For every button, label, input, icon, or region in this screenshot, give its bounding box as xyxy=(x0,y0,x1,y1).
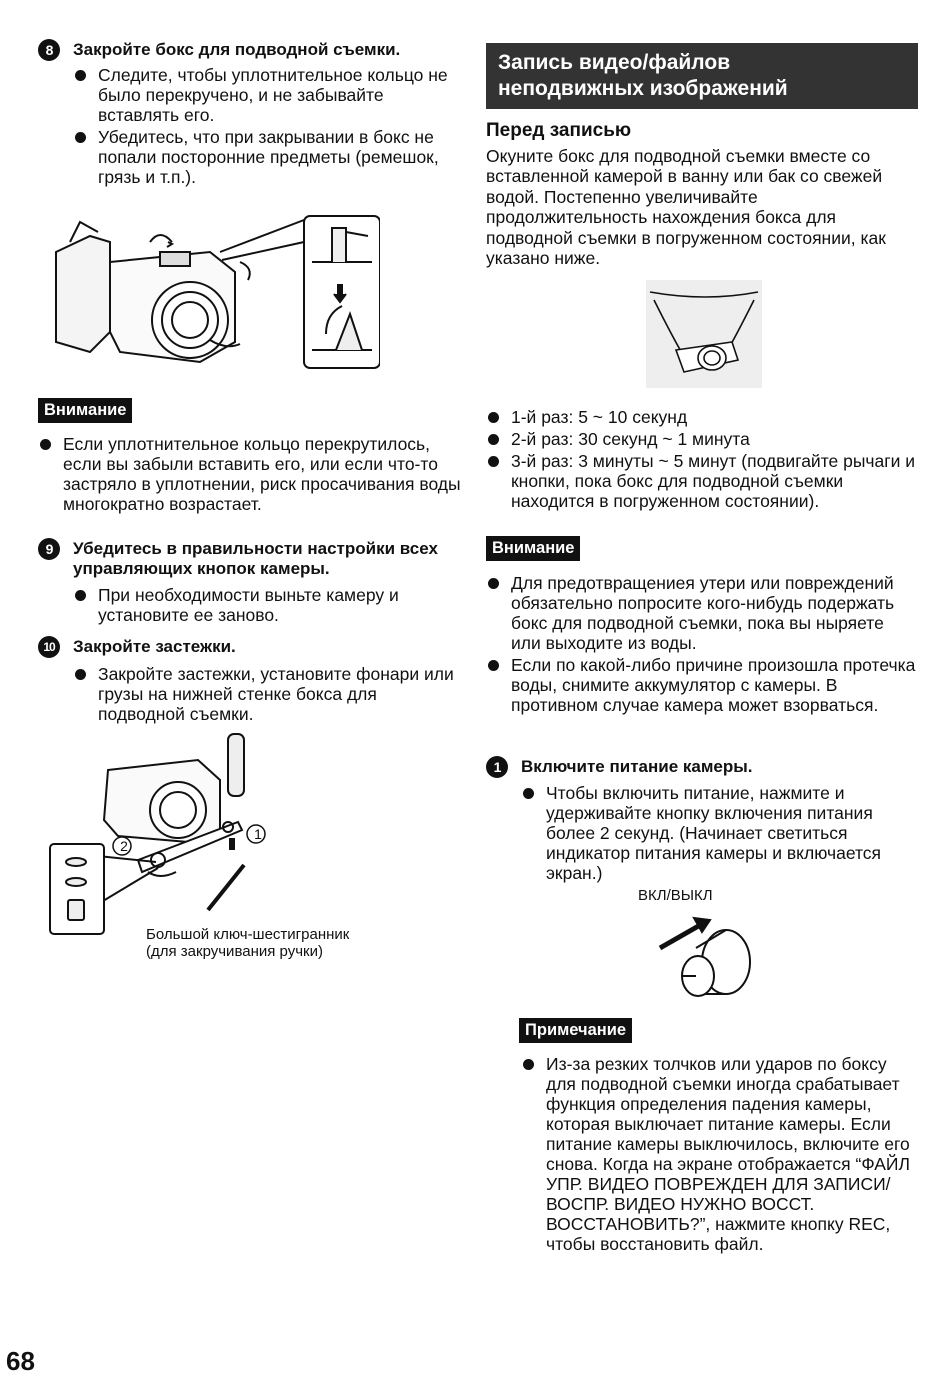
list-item: Из-за резких толчков или ударов по боксу для подводной съемки иногда срабатывает функция определения падения камеры, которая выключает питание камеры. Если питание камеры выключилось, включите его снова. Когда на экране отображается “ФАЙЛ УПР. ВИДЕО ПОВРЕЖДЕН ДЛЯ ЗАПИСИ/ВОСПР. ВИДЕО НУЖНО ВОССТ. ВОССТАНОВИТЬ?”, нажмите кнопку REC, чтобы восстановить файл. xyxy=(521,1054,918,1254)
step-title: Закройте застежки. xyxy=(73,637,236,656)
caution-label-2: Внимание xyxy=(486,536,580,561)
power-button-illustration xyxy=(656,914,756,1006)
note-list xyxy=(521,1054,918,1256)
step-8 xyxy=(38,40,468,189)
callout-2-label: 2 xyxy=(120,838,128,854)
immersion-time-list xyxy=(486,407,918,513)
list-item: При необходимости выньте камеру и установите ее заново. xyxy=(73,585,468,625)
dipping-illustration xyxy=(646,280,762,388)
section-title: Запись видео/файлов неподвижных изображений xyxy=(486,43,918,109)
intro-paragraph: Окуните бокс для подводной съемки вместе со вставленной камерой в ванну или бак со свежей водой. Постепенно увеличивайте продолжительность нахождения бокса для подводной съемки в погруженном состоянии, как указано ниже. xyxy=(486,146,886,269)
caution-list-2 xyxy=(486,573,918,717)
list-item: Чтобы включить питание, нажмите и удерживайте кнопку включения питания более 2 секунд. (Начинает светиться индикатор питания камеры и включается экран.) xyxy=(521,783,918,883)
handle-attachment-illustration xyxy=(48,730,308,938)
housing-closing-illustration xyxy=(50,212,380,372)
figure-caption: Большой ключ-шестигранник (для закручивания ручки) xyxy=(146,926,350,960)
step-title: Закройте бокс для подводной съемки. xyxy=(73,40,401,59)
list-item: 2-й раз: 30 секунд ~ 1 минута xyxy=(486,429,918,449)
list-item: Убедитесь, что при закрывании в бокс не попали посторонние предметы (ремешок, грязь и т.п.). xyxy=(73,127,468,187)
list-item: Если по какой-либо причине произошла протечка воды, снимите аккумулятор с камеры. В противном случае камера может взорваться. xyxy=(486,655,918,715)
list-item: Закройте застежки, установите фонари или грузы на нижней стенке бокса для подводной съемки. xyxy=(73,664,468,724)
list-item: 1-й раз: 5 ~ 10 секунд xyxy=(486,407,918,427)
step-number: 10 xyxy=(38,636,60,658)
step-number: 1 xyxy=(486,756,508,778)
list-item: Следите, чтобы уплотнительное кольцо не было перекручено, и не забывайте вставлять его. xyxy=(73,65,468,125)
list-item: Если уплотнительное кольцо перекрутилось, если вы забыли вставить его, или если что-то застряло в уплотнении, риск просачивания воды многократно возрастает. xyxy=(38,434,468,514)
step-title: Включите питание камеры. xyxy=(521,757,753,776)
subsection-title: Перед записью xyxy=(486,120,632,141)
step-title: Убедитесь в правильности настройки всех управляющих кнопок камеры. xyxy=(73,539,438,578)
caution-list-1 xyxy=(38,434,468,516)
step-number: 8 xyxy=(38,39,60,61)
caution-label-1: Внимание xyxy=(38,398,132,423)
note-label: Примечание xyxy=(519,1018,632,1043)
step-9 xyxy=(38,539,468,627)
step-1 xyxy=(486,757,918,885)
power-button-label: ВКЛ/ВЫКЛ xyxy=(638,887,713,904)
list-item: 3-й раз: 3 минуты ~ 5 минут (подвигайте рычаги и кнопки, пока бокс для подводной съемки находится в погруженном состоянии). xyxy=(486,451,918,511)
step-number: 9 xyxy=(38,538,60,560)
step-10 xyxy=(38,637,468,726)
list-item: Для предотвращениея утери или повреждений обязательно попросите кого-нибудь подержать бокс для подводной съемки, пока вы ныряете или выходите из воды. xyxy=(486,573,918,653)
callout-1-label: 1 xyxy=(254,826,262,842)
page-number: 68 xyxy=(6,1346,35,1376)
